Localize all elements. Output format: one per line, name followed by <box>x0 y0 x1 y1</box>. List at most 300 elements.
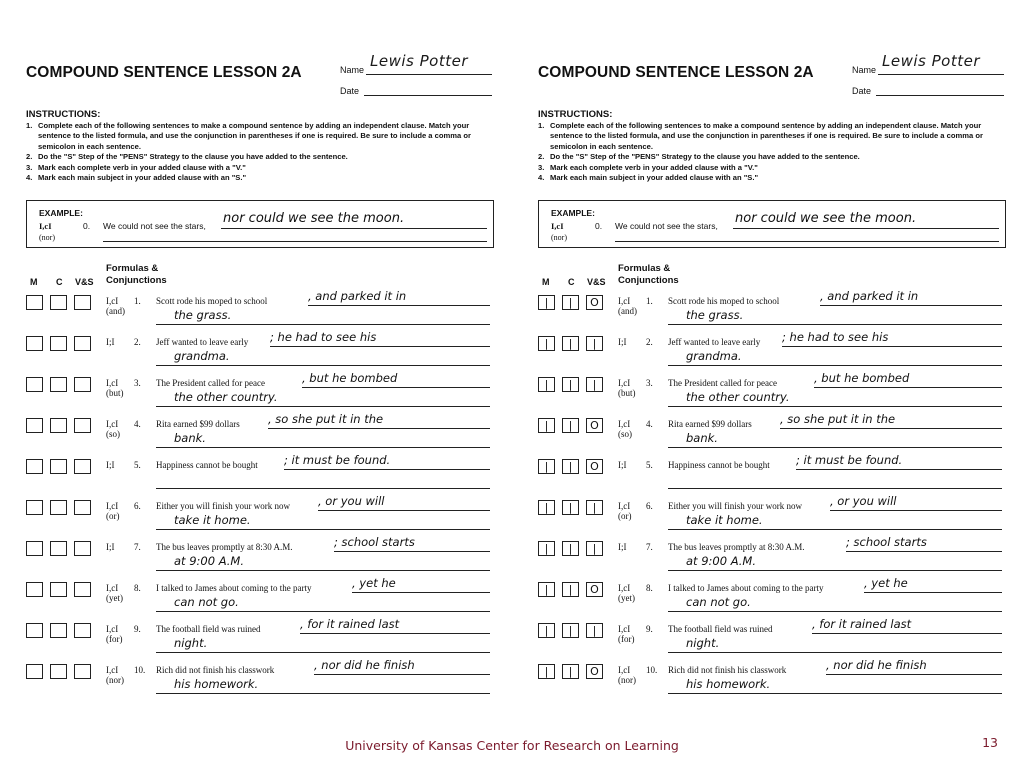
example-second-line <box>615 241 999 242</box>
instruction-number: 4. <box>538 173 545 183</box>
answer-rule-2 <box>156 652 490 653</box>
formulas-header <box>106 263 167 287</box>
name-label: Name <box>340 65 365 75</box>
instructions-list <box>26 121 496 183</box>
check-box[interactable] <box>562 418 579 433</box>
row-number: 10. <box>134 665 146 675</box>
conjunction-text: (for) <box>618 634 635 644</box>
exercise-row <box>536 371 1016 415</box>
check-box[interactable] <box>538 541 555 556</box>
answer-rule-2 <box>156 529 490 530</box>
example-conjunction: (nor) <box>551 233 567 242</box>
row-formula <box>618 665 636 685</box>
check-box[interactable] <box>26 295 43 310</box>
check-mark: | <box>592 501 597 514</box>
check-mark: O <box>590 583 599 596</box>
row-number: 9. <box>646 624 653 634</box>
row-number: 5. <box>646 460 653 470</box>
example-box <box>538 200 1006 248</box>
row-sentence: Happiness cannot be bought <box>156 460 258 470</box>
check-mark: | <box>544 665 549 678</box>
conjunction-text: (yet) <box>106 593 123 603</box>
formula-text: I,cI <box>618 419 631 429</box>
row-number: 4. <box>646 419 653 429</box>
exercise-row <box>24 412 504 456</box>
answer-rule-2 <box>156 611 490 612</box>
row-sentence: Jeff wanted to leave early <box>156 337 249 347</box>
row-sentence: I talked to James about coming to the party <box>156 583 312 593</box>
answer-line-2: take it home. <box>174 513 251 527</box>
answer-rule-2 <box>668 693 1002 694</box>
check-box[interactable] <box>538 664 555 679</box>
exercise-row <box>536 494 1016 538</box>
name-line <box>366 74 492 75</box>
instruction-item <box>538 163 1008 173</box>
row-formula <box>618 583 635 603</box>
answer-rule-1 <box>270 346 490 347</box>
check-box[interactable] <box>26 377 43 392</box>
answer-line-1: ; he had to see his <box>270 330 377 344</box>
check-box[interactable] <box>26 664 43 679</box>
row-number: 10. <box>646 665 658 675</box>
instructions-list <box>538 121 1008 183</box>
check-box[interactable] <box>586 336 603 351</box>
formula-text: I;I <box>106 542 115 552</box>
row-number: 9. <box>134 624 141 634</box>
check-box[interactable] <box>50 459 67 474</box>
instruction-item <box>26 152 496 162</box>
example-conjunction: (nor) <box>39 233 55 242</box>
row-formula <box>618 460 627 470</box>
answer-line-1: , yet he <box>352 576 396 590</box>
answer-line-2: the grass. <box>174 308 232 322</box>
instructions-heading: INSTRUCTIONS: <box>26 109 101 120</box>
check-box[interactable] <box>74 418 91 433</box>
exercise-row <box>24 576 504 620</box>
exercise-row <box>536 289 1016 333</box>
check-mark: | <box>568 665 573 678</box>
row-formula <box>106 501 120 521</box>
check-mark: | <box>544 337 549 350</box>
answer-line-2: his homework. <box>686 677 771 691</box>
check-mark: | <box>544 378 549 391</box>
check-box[interactable] <box>562 582 579 597</box>
answer-rule-2 <box>668 570 1002 571</box>
formula-text: I,cI <box>618 583 631 593</box>
row-number: 7. <box>134 542 141 552</box>
answer-line-2: the other country. <box>174 390 278 404</box>
answer-rule-2 <box>156 365 490 366</box>
answer-rule-1 <box>352 592 490 593</box>
answer-line-1: , nor did he finish <box>826 658 927 672</box>
row-formula <box>106 378 124 398</box>
answer-rule-1 <box>782 346 1002 347</box>
answer-line-1: , so she put it in the <box>780 412 896 426</box>
check-box[interactable] <box>74 377 91 392</box>
check-box[interactable] <box>74 336 91 351</box>
exercise-row <box>536 453 1016 497</box>
check-box[interactable] <box>50 418 67 433</box>
answer-rule-1 <box>780 428 1002 429</box>
conjunction-text: (and) <box>106 306 125 316</box>
check-box[interactable] <box>74 582 91 597</box>
exercise-row <box>24 494 504 538</box>
formula-text: I,cI <box>106 378 119 388</box>
check-mark: O <box>590 419 599 432</box>
answer-rule-2 <box>156 447 490 448</box>
example-answer: nor could we see the moon. <box>223 211 405 226</box>
answer-line-1: , for it rained last <box>300 617 400 631</box>
check-box[interactable] <box>26 541 43 556</box>
answer-line-1: , and parked it in <box>308 289 407 303</box>
check-box[interactable] <box>74 295 91 310</box>
check-box[interactable] <box>586 582 603 597</box>
check-box[interactable] <box>538 377 555 392</box>
instruction-number: 3. <box>538 162 545 172</box>
conjunction-text: (yet) <box>618 593 635 603</box>
check-box[interactable] <box>586 664 603 679</box>
answer-rule-1 <box>812 633 1002 634</box>
conjunction-text: (but) <box>106 388 124 398</box>
answer-rule-1 <box>334 551 490 552</box>
instruction-text: Mark each main subject in your added clause with an "S." <box>38 173 247 183</box>
answer-rule-1 <box>302 387 490 388</box>
example-number: 0. <box>595 221 603 231</box>
answer-line-1: , for it rained last <box>812 617 912 631</box>
column-header-m: M <box>542 277 550 287</box>
row-number: 3. <box>134 378 141 388</box>
formula-text: I,cI <box>106 296 119 306</box>
exercise-row <box>536 535 1016 579</box>
row-number: 5. <box>134 460 141 470</box>
check-mark: | <box>544 296 549 309</box>
conjunction-text: (nor) <box>106 675 124 685</box>
answer-line-1: ; school starts <box>334 535 415 549</box>
row-formula <box>618 624 635 644</box>
row-number: 3. <box>646 378 653 388</box>
answer-rule-2 <box>668 324 1002 325</box>
footer-organization: University of Kansas Center for Research on Learning <box>345 738 679 753</box>
row-formula <box>106 542 115 552</box>
answer-rule-1 <box>820 305 1002 306</box>
example-label: EXAMPLE: <box>39 208 83 218</box>
check-mark: O <box>590 460 599 473</box>
row-sentence: Either you will finish your work now <box>668 501 802 511</box>
conjunction-text: (or) <box>106 511 120 521</box>
answer-rule-1 <box>846 551 1002 552</box>
formulas-header-line1: Formulas & <box>618 263 671 274</box>
row-sentence: Rita earned $99 dollars <box>668 419 752 429</box>
check-box[interactable] <box>538 459 555 474</box>
row-number: 6. <box>134 501 141 511</box>
row-formula <box>106 419 120 439</box>
row-number: 2. <box>134 337 141 347</box>
answer-line-2: can not go. <box>174 595 239 609</box>
instruction-text: Do the "S" Step of the "PENS" Strategy to the clause you have added to the sentence. <box>38 152 348 162</box>
check-box[interactable] <box>74 541 91 556</box>
row-sentence: I talked to James about coming to the party <box>668 583 824 593</box>
instruction-item <box>538 121 1008 152</box>
answer-line-1: , or you will <box>318 494 385 508</box>
check-mark: | <box>544 542 549 555</box>
check-box[interactable] <box>538 336 555 351</box>
check-box[interactable] <box>586 623 603 638</box>
check-box[interactable] <box>26 459 43 474</box>
date-line <box>364 95 492 96</box>
answer-rule-2 <box>668 488 1002 489</box>
check-box[interactable] <box>50 623 67 638</box>
check-mark: | <box>592 542 597 555</box>
student-name: Lewis Potter <box>882 52 980 70</box>
instruction-text: Mark each complete verb in your added clause with a "V." <box>550 162 758 172</box>
instruction-item <box>538 173 1008 183</box>
answer-rule-2 <box>156 324 490 325</box>
column-header-vs: V&S <box>75 277 94 287</box>
row-formula <box>106 337 115 347</box>
check-box[interactable] <box>586 500 603 515</box>
instruction-number: 1. <box>538 121 545 130</box>
exercise-row <box>24 371 504 415</box>
instruction-text: Do the "S" Step of the "PENS" Strategy to the clause you have added to the sentence. <box>550 152 860 162</box>
row-formula <box>618 296 637 316</box>
conjunction-text: (for) <box>106 634 123 644</box>
check-mark: O <box>590 665 599 678</box>
instruction-number: 3. <box>26 162 33 172</box>
row-sentence: The bus leaves promptly at 8:30 A.M. <box>668 542 805 552</box>
formulas-header-line2: Conjunctions <box>618 275 679 286</box>
row-formula <box>106 624 123 644</box>
conjunction-text: (but) <box>618 388 636 398</box>
instruction-number: 2. <box>26 152 33 162</box>
row-sentence: Either you will finish your work now <box>156 501 290 511</box>
answer-rule-1 <box>268 428 490 429</box>
row-formula <box>618 542 627 552</box>
conjunction-text: (nor) <box>618 675 636 685</box>
check-box[interactable] <box>538 500 555 515</box>
check-box[interactable] <box>538 418 555 433</box>
instruction-number: 4. <box>26 173 33 183</box>
row-formula <box>106 583 123 603</box>
answer-line-2: his homework. <box>174 677 259 691</box>
column-header-c: C <box>568 277 575 287</box>
answer-rule-2 <box>668 652 1002 653</box>
worksheet-title: COMPOUND SENTENCE LESSON 2A <box>538 64 814 81</box>
check-mark: | <box>568 542 573 555</box>
conjunction-text: (so) <box>618 429 632 439</box>
check-box[interactable] <box>562 336 579 351</box>
answer-line-2: night. <box>686 636 720 650</box>
row-sentence: Rich did not finish his classwork <box>156 665 275 675</box>
row-number: 2. <box>646 337 653 347</box>
row-number: 4. <box>134 419 141 429</box>
row-number: 6. <box>646 501 653 511</box>
check-box[interactable] <box>26 500 43 515</box>
formula-text: I,cI <box>106 419 119 429</box>
check-box[interactable] <box>50 295 67 310</box>
check-box[interactable] <box>562 500 579 515</box>
answer-rule-1 <box>318 510 490 511</box>
formula-text: I,cI <box>618 624 631 634</box>
answer-rule-1 <box>814 387 1002 388</box>
row-sentence: Scott rode his moped to school <box>668 296 780 306</box>
row-formula <box>618 501 632 521</box>
check-box[interactable] <box>586 459 603 474</box>
student-name: Lewis Potter <box>370 52 468 70</box>
check-box[interactable] <box>50 500 67 515</box>
check-box[interactable] <box>50 664 67 679</box>
check-mark: | <box>592 378 597 391</box>
exercise-row <box>536 617 1016 661</box>
formula-text: I,cI <box>618 378 631 388</box>
formula-text: I;I <box>618 337 627 347</box>
row-sentence: Jeff wanted to leave early <box>668 337 761 347</box>
row-sentence: Scott rode his moped to school <box>156 296 268 306</box>
answer-line-2: grandma. <box>686 349 742 363</box>
check-mark: | <box>544 501 549 514</box>
row-sentence: Rita earned $99 dollars <box>156 419 240 429</box>
answer-line-1: , or you will <box>830 494 897 508</box>
answer-line-1: , and parked it in <box>820 289 919 303</box>
check-box[interactable] <box>586 295 603 310</box>
check-box[interactable] <box>562 664 579 679</box>
row-formula <box>106 460 115 470</box>
row-number: 1. <box>134 296 141 306</box>
example-label: EXAMPLE: <box>551 208 595 218</box>
exercise-row <box>24 330 504 374</box>
formula-text: I,cI <box>106 624 119 634</box>
formula-text: I;I <box>106 460 115 470</box>
exercise-row <box>536 658 1016 702</box>
answer-line-2: night. <box>174 636 208 650</box>
formulas-header-line2: Conjunctions <box>106 275 167 286</box>
row-formula <box>106 296 125 316</box>
exercise-row <box>24 535 504 579</box>
worksheet-left <box>24 50 504 700</box>
check-box[interactable] <box>74 664 91 679</box>
name-label: Name <box>852 65 877 75</box>
check-box[interactable] <box>50 377 67 392</box>
check-box[interactable] <box>50 336 67 351</box>
check-box[interactable] <box>562 623 579 638</box>
exercise-row <box>24 658 504 702</box>
check-box[interactable] <box>74 623 91 638</box>
row-formula <box>618 419 632 439</box>
check-mark: | <box>568 501 573 514</box>
row-formula <box>618 337 627 347</box>
answer-rule-2 <box>668 447 1002 448</box>
answer-line-1: ; it must be found. <box>284 453 391 467</box>
check-box[interactable] <box>562 295 579 310</box>
check-mark: | <box>568 378 573 391</box>
example-number: 0. <box>83 221 91 231</box>
formulas-header-line1: Formulas & <box>106 263 159 274</box>
answer-line-1: , but he bombed <box>814 371 910 385</box>
name-line <box>878 74 1004 75</box>
page-number: 13 <box>982 735 998 750</box>
column-header-m: M <box>30 277 38 287</box>
check-box[interactable] <box>586 377 603 392</box>
answer-rule-2 <box>668 365 1002 366</box>
check-mark: O <box>590 296 599 309</box>
answer-line-1: , nor did he finish <box>314 658 415 672</box>
check-box[interactable] <box>586 541 603 556</box>
check-mark: | <box>568 583 573 596</box>
conjunction-text: (so) <box>106 429 120 439</box>
check-box[interactable] <box>26 418 43 433</box>
answer-line-2: at 9:00 A.M. <box>686 554 757 568</box>
check-box[interactable] <box>562 541 579 556</box>
exercise-row <box>536 576 1016 620</box>
row-sentence: The President called for peace <box>668 378 777 388</box>
answer-line-1: , but he bombed <box>302 371 398 385</box>
answer-line-2: at 9:00 A.M. <box>174 554 245 568</box>
check-mark: | <box>568 296 573 309</box>
check-box[interactable] <box>50 582 67 597</box>
worksheet-title: COMPOUND SENTENCE LESSON 2A <box>26 64 302 81</box>
check-mark: | <box>568 337 573 350</box>
exercise-row <box>536 412 1016 456</box>
formula-text: I;I <box>106 337 115 347</box>
instruction-item <box>26 121 496 152</box>
instructions-heading: INSTRUCTIONS: <box>538 109 613 120</box>
row-number: 1. <box>646 296 653 306</box>
check-box[interactable] <box>74 459 91 474</box>
check-mark: | <box>544 460 549 473</box>
answer-rule-1 <box>796 469 1002 470</box>
check-mark: | <box>568 460 573 473</box>
check-box[interactable] <box>538 623 555 638</box>
check-box[interactable] <box>538 582 555 597</box>
formula-text: I,cI <box>106 501 119 511</box>
conjunction-text: (or) <box>618 511 632 521</box>
instruction-number: 2. <box>538 152 545 162</box>
check-box[interactable] <box>26 336 43 351</box>
answer-rule-2 <box>156 693 490 694</box>
check-box[interactable] <box>26 582 43 597</box>
formula-text: I,cI <box>618 501 631 511</box>
example-sentence: We could not see the stars, <box>615 221 718 231</box>
exercise-row <box>24 289 504 333</box>
formula-text: I;I <box>618 460 627 470</box>
check-mark: | <box>592 624 597 637</box>
check-box[interactable] <box>562 377 579 392</box>
row-sentence: Happiness cannot be bought <box>668 460 770 470</box>
check-box[interactable] <box>74 500 91 515</box>
row-number: 8. <box>134 583 141 593</box>
example-second-line <box>103 241 487 242</box>
conjunction-text: (and) <box>618 306 637 316</box>
answer-rule-1 <box>314 674 490 675</box>
check-mark: | <box>592 337 597 350</box>
formula-text: I,cI <box>106 583 119 593</box>
check-mark: | <box>544 583 549 596</box>
example-formula: I,cI <box>551 221 564 231</box>
row-sentence: The football field was ruined <box>668 624 773 634</box>
example-answer-line <box>221 228 487 229</box>
formulas-header <box>618 263 679 287</box>
exercise-row <box>536 330 1016 374</box>
check-box[interactable] <box>586 418 603 433</box>
check-box[interactable] <box>50 541 67 556</box>
instruction-text: Mark each main subject in your added clause with an "S." <box>550 173 759 183</box>
row-sentence: Rich did not finish his classwork <box>668 665 787 675</box>
check-box[interactable] <box>562 459 579 474</box>
instruction-text: Mark each complete verb in your added clause with a "V." <box>38 162 246 172</box>
instruction-item <box>26 173 496 183</box>
check-box[interactable] <box>538 295 555 310</box>
row-number: 8. <box>646 583 653 593</box>
check-box[interactable] <box>26 623 43 638</box>
